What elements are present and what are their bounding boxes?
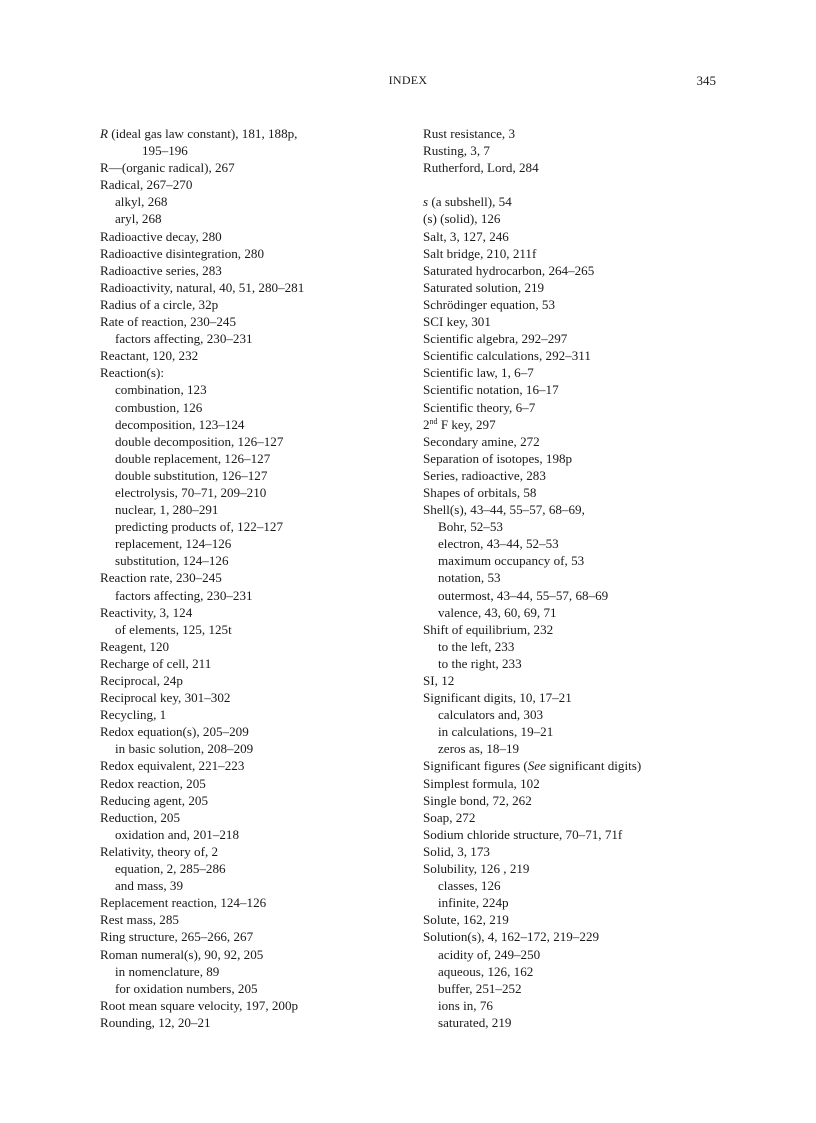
entry-text: maximum occupancy of, 53 bbox=[438, 553, 585, 569]
entry-text: Saturated solution, 219 bbox=[423, 279, 545, 295]
index-entry bbox=[100, 638, 400, 655]
entry-text: decomposition, 123–124 bbox=[115, 416, 245, 432]
entry-text: in calculations, 19–21 bbox=[438, 724, 554, 740]
entry-text: F key, 297 bbox=[437, 416, 496, 432]
index-subentry bbox=[423, 740, 723, 757]
index-entry bbox=[423, 142, 723, 159]
entry-text: Shell(s), 43–44, 55–57, 68–69, bbox=[423, 502, 585, 518]
index-subentry bbox=[423, 1014, 723, 1031]
index-entry bbox=[423, 347, 723, 364]
index-entry bbox=[100, 125, 400, 142]
italic-text: See bbox=[527, 758, 546, 774]
index-subentry bbox=[100, 621, 400, 638]
entry-text: Ring structure, 265–266, 267 bbox=[100, 929, 254, 945]
index-entry bbox=[423, 672, 723, 689]
entry-text: notation, 53 bbox=[438, 570, 501, 586]
index-subentry bbox=[100, 980, 400, 997]
entry-text: Rounding, 12, 20–21 bbox=[100, 1014, 211, 1030]
entry-text: aryl, 268 bbox=[115, 211, 162, 227]
index-entry bbox=[423, 262, 723, 279]
index-entry bbox=[423, 364, 723, 381]
index-entry bbox=[423, 159, 723, 176]
index-entry bbox=[423, 792, 723, 809]
index-subentry bbox=[100, 552, 400, 569]
entry-text: of elements, 125, 125t bbox=[115, 621, 232, 637]
index-entry bbox=[100, 946, 400, 963]
index-entry bbox=[423, 757, 723, 774]
index-entry bbox=[423, 330, 723, 347]
index-subentry bbox=[100, 210, 400, 227]
index-entry bbox=[100, 843, 400, 860]
entry-text: Scientific theory, 6–7 bbox=[423, 399, 536, 415]
entry-text: outermost, 43–44, 55–57, 68–69 bbox=[438, 587, 609, 603]
index-subentry bbox=[100, 484, 400, 501]
index-subentry bbox=[100, 877, 400, 894]
index-entry bbox=[100, 928, 400, 945]
entry-text: zeros as, 18–19 bbox=[438, 741, 520, 757]
entry-text: Reaction(s): bbox=[100, 365, 164, 381]
entry-text: to the right, 233 bbox=[438, 655, 522, 671]
index-subentry bbox=[423, 655, 723, 672]
index-subentry bbox=[423, 997, 723, 1014]
entry-text: Redox equivalent, 221–223 bbox=[100, 758, 245, 774]
entry-text: Reducing agent, 205 bbox=[100, 792, 208, 808]
entry-text: electron, 43–44, 52–53 bbox=[438, 536, 559, 552]
entry-text: Scientific law, 1, 6–7 bbox=[423, 365, 534, 381]
entry-text: Radical, 267–270 bbox=[100, 177, 193, 193]
index-entry bbox=[100, 176, 400, 193]
entry-text: Replacement reaction, 124–126 bbox=[100, 895, 267, 911]
entry-text: Rusting, 3, 7 bbox=[423, 143, 490, 159]
entry-text: Redox reaction, 205 bbox=[100, 775, 206, 791]
entry-text: classes, 126 bbox=[438, 878, 501, 894]
entry-text: Rest mass, 285 bbox=[100, 912, 179, 928]
index-entry bbox=[100, 689, 400, 706]
index-subentry bbox=[423, 894, 723, 911]
index-entry bbox=[423, 621, 723, 638]
index-entry bbox=[100, 757, 400, 774]
entry-text: replacement, 124–126 bbox=[115, 536, 232, 552]
running-head: INDEX bbox=[388, 73, 428, 87]
entry-text: Bohr, 52–53 bbox=[438, 519, 503, 535]
index-entry bbox=[423, 279, 723, 296]
index-entry bbox=[100, 672, 400, 689]
index-subentry bbox=[100, 535, 400, 552]
index-entry bbox=[100, 706, 400, 723]
index-entry bbox=[100, 279, 400, 296]
index-entry bbox=[100, 313, 400, 330]
entry-text: Solid, 3, 173 bbox=[423, 843, 490, 859]
page-header bbox=[100, 73, 716, 93]
index-entry bbox=[423, 928, 723, 945]
index-subentry bbox=[100, 587, 400, 604]
index-entry bbox=[100, 262, 400, 279]
index-subentry bbox=[423, 980, 723, 997]
index-subentry bbox=[100, 740, 400, 757]
index-entry bbox=[100, 655, 400, 672]
entry-text: Reciprocal key, 301–302 bbox=[100, 690, 231, 706]
entry-text: (ideal gas law constant), 181, 188p, bbox=[108, 126, 298, 141]
entry-text: Separation of isotopes, 198p bbox=[423, 450, 573, 466]
entry-text: combustion, 126 bbox=[115, 399, 203, 415]
index-entry bbox=[423, 467, 723, 484]
entry-text: combination, 123 bbox=[115, 382, 207, 398]
index-entry bbox=[423, 775, 723, 792]
entry-text: Single bond, 72, 262 bbox=[423, 792, 532, 808]
index-subentry bbox=[423, 518, 723, 535]
index-entry bbox=[100, 569, 400, 586]
index-entry bbox=[100, 792, 400, 809]
index-subentry bbox=[423, 723, 723, 740]
entry-text: SI, 12 bbox=[423, 673, 455, 688]
index-entry bbox=[100, 723, 400, 740]
entry-text: and mass, 39 bbox=[115, 878, 184, 894]
entry-text: Soap, 272 bbox=[423, 809, 476, 825]
section-gap bbox=[423, 176, 723, 193]
entry-text: Scientific notation, 16–17 bbox=[423, 382, 559, 398]
entry-text: Significant digits, 10, 17–21 bbox=[423, 690, 572, 706]
entry-text: acidity of, 249–250 bbox=[438, 946, 541, 962]
entry-text: Rust resistance, 3 bbox=[423, 126, 516, 141]
entry-text: Shapes of orbitals, 58 bbox=[423, 484, 537, 500]
index-subentry bbox=[100, 450, 400, 467]
index-entry bbox=[100, 809, 400, 826]
italic-text: s bbox=[423, 194, 429, 210]
index-subentry bbox=[100, 467, 400, 484]
entry-text: Reaction rate, 230–245 bbox=[100, 570, 222, 586]
index-subentry bbox=[100, 330, 400, 347]
entry-text: Salt bridge, 210, 211f bbox=[423, 245, 537, 261]
index-entry bbox=[100, 1014, 400, 1031]
italic-text: R bbox=[100, 126, 108, 141]
index-subentry bbox=[423, 535, 723, 552]
entry-text: calculators and, 303 bbox=[438, 707, 544, 723]
index-entry bbox=[423, 125, 723, 142]
index-subentry bbox=[100, 860, 400, 877]
index-entry bbox=[100, 347, 400, 364]
index-entry bbox=[423, 416, 723, 433]
entry-text: Radioactive decay, 280 bbox=[100, 228, 222, 244]
index-entry bbox=[100, 245, 400, 262]
index-entry bbox=[100, 228, 400, 245]
entry-text: valence, 43, 60, 69, 71 bbox=[438, 604, 557, 620]
index-entry bbox=[423, 433, 723, 450]
entry-text: oxidation and, 201–218 bbox=[115, 826, 240, 842]
index-entry bbox=[423, 860, 723, 877]
entry-text: Roman numeral(s), 90, 92, 205 bbox=[100, 946, 264, 962]
index-subentry bbox=[423, 569, 723, 586]
entry-text: substitution, 124–126 bbox=[115, 553, 229, 569]
entry-text: for oxidation numbers, 205 bbox=[115, 980, 258, 996]
entry-text: Reagent, 120 bbox=[100, 638, 170, 654]
index-entry bbox=[423, 689, 723, 706]
entry-text: alkyl, 268 bbox=[115, 194, 168, 210]
entry-text: significant digits) bbox=[545, 758, 642, 774]
index-entry bbox=[100, 911, 400, 928]
entry-text: infinite, 224p bbox=[438, 895, 509, 911]
entry-text: Scientific calculations, 292–311 bbox=[423, 348, 591, 364]
entry-text: nuclear, 1, 280–291 bbox=[115, 502, 219, 518]
entry-text: double substitution, 126–127 bbox=[115, 467, 268, 483]
entry-text: Schrödinger equation, 53 bbox=[423, 296, 555, 312]
entry-text: ions in, 76 bbox=[438, 997, 493, 1013]
entry-text: factors affecting, 230–231 bbox=[115, 587, 253, 603]
entry-text: Significant figures ( bbox=[423, 758, 528, 774]
index-subentry bbox=[423, 604, 723, 621]
entry-text: saturated, 219 bbox=[438, 1014, 512, 1030]
entry-text: double decomposition, 126–127 bbox=[115, 433, 284, 449]
index-subentry bbox=[423, 877, 723, 894]
index-entry bbox=[423, 809, 723, 826]
index-subentry bbox=[100, 193, 400, 210]
index-entry bbox=[423, 193, 723, 210]
entry-text: Reactivity, 3, 124 bbox=[100, 604, 193, 620]
index-subentry bbox=[100, 381, 400, 398]
entry-text: Secondary amine, 272 bbox=[423, 433, 540, 449]
index-subentry bbox=[100, 433, 400, 450]
entry-text: Radioactive series, 283 bbox=[100, 262, 222, 278]
entry-text: SCI key, 301 bbox=[423, 314, 491, 330]
index-subentry bbox=[423, 552, 723, 569]
entry-text: Scientific algebra, 292–297 bbox=[423, 331, 568, 347]
index-column-left bbox=[100, 125, 400, 1031]
entry-text: predicting products of, 122–127 bbox=[115, 519, 284, 535]
entry-text: Rate of reaction, 230–245 bbox=[100, 314, 236, 330]
index-subentry bbox=[423, 963, 723, 980]
entry-text: Reciprocal, 24p bbox=[100, 673, 183, 688]
index-entry bbox=[100, 159, 400, 176]
index-entry bbox=[100, 775, 400, 792]
entry-text: 2 bbox=[423, 416, 430, 432]
index-entry bbox=[423, 381, 723, 398]
index-subentry bbox=[100, 416, 400, 433]
entry-text: double replacement, 126–127 bbox=[115, 450, 271, 466]
entry-text: factors affecting, 230–231 bbox=[115, 331, 253, 347]
index-subentry bbox=[100, 399, 400, 416]
index-subentry bbox=[100, 518, 400, 535]
entry-text: Reduction, 205 bbox=[100, 809, 181, 825]
entry-text: R—(organic radical), 267 bbox=[100, 160, 235, 176]
index-subentry bbox=[423, 706, 723, 723]
index-entry bbox=[423, 484, 723, 501]
index-subentry bbox=[423, 587, 723, 604]
entry-text: Series, radioactive, 283 bbox=[423, 467, 546, 483]
index-entry bbox=[100, 997, 400, 1014]
entry-text: Sodium chloride structure, 70–71, 71f bbox=[423, 826, 623, 842]
entry-text: buffer, 251–252 bbox=[438, 980, 522, 996]
entry-text: Reactant, 120, 232 bbox=[100, 348, 199, 364]
index-entry bbox=[423, 826, 723, 843]
page-number: 345 bbox=[696, 73, 716, 88]
entry-text: (a subshell), 54 bbox=[428, 194, 512, 210]
index-subentry bbox=[423, 946, 723, 963]
superscript-text: nd bbox=[429, 416, 438, 426]
index-entry bbox=[423, 245, 723, 262]
index-entry bbox=[423, 296, 723, 313]
entry-text: Recycling, 1 bbox=[100, 707, 167, 723]
entry-text: Solute, 162, 219 bbox=[423, 912, 509, 928]
entry-text: in basic solution, 208–209 bbox=[115, 741, 254, 757]
entry-text: Simplest formula, 102 bbox=[423, 775, 540, 791]
index-subentry bbox=[100, 826, 400, 843]
index-subentry bbox=[100, 501, 400, 518]
entry-text: Radius of a circle, 32p bbox=[100, 296, 219, 312]
entry-text: electrolysis, 70–71, 209–210 bbox=[115, 484, 267, 500]
index-subentry bbox=[100, 142, 400, 159]
index-column-right bbox=[423, 125, 723, 1031]
index-entry bbox=[100, 364, 400, 381]
entry-text: Radioactivity, natural, 40, 51, 280–281 bbox=[100, 279, 305, 295]
index-entry bbox=[423, 911, 723, 928]
entry-text: 195–196 bbox=[142, 143, 188, 159]
index-subentry bbox=[423, 638, 723, 655]
entry-text: Root mean square velocity, 197, 200p bbox=[100, 997, 299, 1013]
entry-text: Radioactive disintegration, 280 bbox=[100, 245, 264, 261]
entry-text: aqueous, 126, 162 bbox=[438, 963, 534, 979]
index-entry bbox=[100, 604, 400, 621]
index-entry bbox=[100, 894, 400, 911]
index-entry bbox=[423, 501, 723, 518]
entry-text: in nomenclature, 89 bbox=[115, 963, 220, 979]
entry-text: Solution(s), 4, 162–172, 219–229 bbox=[423, 929, 600, 945]
index-entry bbox=[423, 450, 723, 467]
entry-text: Recharge of cell, 211 bbox=[100, 655, 212, 671]
entry-text: Rutherford, Lord, 284 bbox=[423, 160, 539, 176]
entry-text: Shift of equilibrium, 232 bbox=[423, 621, 554, 637]
index-entry bbox=[423, 843, 723, 860]
index-entry bbox=[423, 313, 723, 330]
entry-text: (s) (solid), 126 bbox=[423, 211, 501, 227]
entry-text: Saturated hydrocarbon, 264–265 bbox=[423, 262, 595, 278]
entry-text: Relativity, theory of, 2 bbox=[100, 843, 219, 859]
entry-text: Solubility, 126 , 219 bbox=[423, 861, 530, 877]
entry-text: Redox equation(s), 205–209 bbox=[100, 724, 249, 740]
entry-text: Salt, 3, 127, 246 bbox=[423, 228, 509, 244]
index-entry bbox=[423, 228, 723, 245]
index-entry bbox=[423, 399, 723, 416]
entry-text: to the left, 233 bbox=[438, 638, 515, 654]
entry-text: equation, 2, 285–286 bbox=[115, 861, 226, 877]
index-entry bbox=[423, 210, 723, 227]
index-subentry bbox=[100, 963, 400, 980]
index-entry bbox=[100, 296, 400, 313]
